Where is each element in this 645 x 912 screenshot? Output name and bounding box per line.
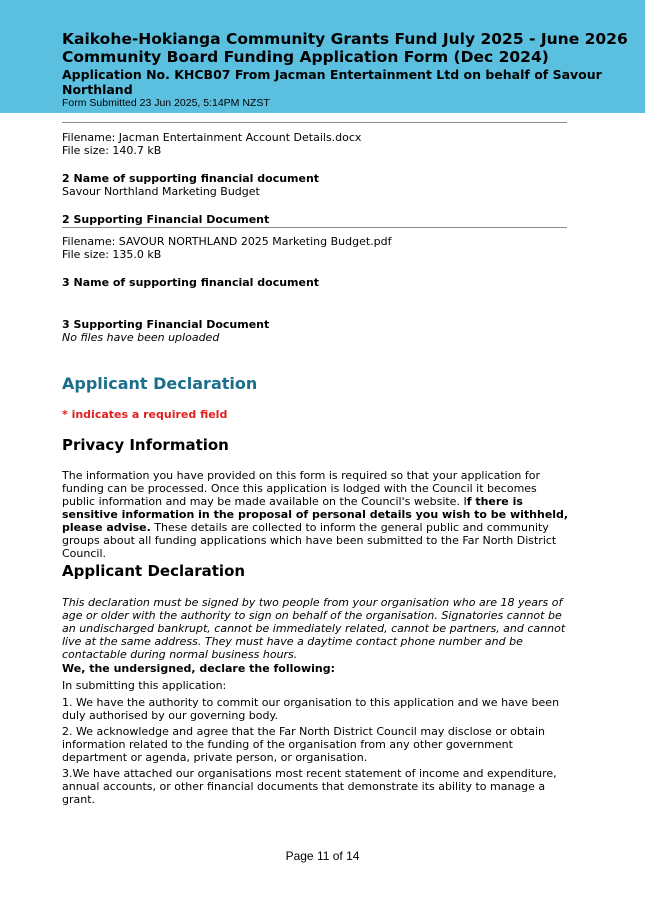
- section-title-declaration: Applicant Declaration: [62, 374, 258, 393]
- file1-size: File size: 140.7 kB: [62, 144, 162, 157]
- required-field-note: * indicates a required field: [62, 408, 228, 421]
- divider: [62, 122, 567, 123]
- application-number: Application No. KHCB07 From Jacman Entertainment Ltd on behalf of Savour Northland: [62, 67, 602, 97]
- doc3-name-label: 3 Name of supporting financial document: [62, 276, 320, 289]
- declaration-intro: This declaration must be signed by two people from your organisation who are 18 years of age or older with the authority to sign on behalf of the organisation. Signatories cannot be an undischarged bankrupt, cannot be immediately related, cannot be partners, and cannot live at the same address. They must have a daytime contact phone number and be contactable during normal business hours.: [62, 596, 566, 661]
- doc2-name-value: Savour Northland Marketing Budget: [62, 185, 260, 198]
- privacy-text: [62, 469, 570, 560]
- doc3-empty-note: No files have been uploaded: [62, 331, 220, 344]
- doc2-name-label: 2 Name of supporting financial document: [62, 172, 320, 185]
- privacy-text-end: These details are collected to inform the general public and community groups about all funding applications which have been submitted to the Far North District Council.: [62, 521, 557, 560]
- declaration-heading: Applicant Declaration: [62, 562, 246, 580]
- file1-name: Filename: Jacman Entertainment Account Details.docx: [62, 131, 362, 144]
- declaration-item-3: 3.We have attached our organisations most recent statement of income and expenditure, annual accounts, or other financial documents that demonstrate its ability to manage a grant.: [62, 767, 557, 806]
- privacy-text-bold: f there is sensitive information in the proposal of personal details you wish to be withheld, please advise.: [62, 495, 569, 534]
- form-title: Kaikohe-Hokianga Community Grants Fund July 2025 - June 2026 Community Board Funding Application Form (Dec 2024): [62, 30, 628, 66]
- declaration-item-2: 2. We acknowledge and agree that the Far North District Council may disclose or obtain information related to the funding of the organisation from any other government department or agenda, private person, or organisation.: [62, 725, 545, 764]
- file2-size: File size: 135.0 kB: [62, 248, 162, 261]
- in-submitting: In submitting this application:: [62, 679, 227, 692]
- page-number: Page 11 of 14: [285, 849, 360, 863]
- privacy-heading: Privacy Information: [62, 436, 229, 454]
- doc3-label: 3 Supporting Financial Document: [62, 318, 270, 331]
- file2-name: Filename: SAVOUR NORTHLAND 2025 Marketing Budget.pdf: [62, 235, 392, 248]
- privacy-text-start: The information you have provided on this form is required so that your application for funding can be processed. Once this application is lodged with the Council it becomes public information and may be made available on the Council's website. I: [62, 469, 541, 508]
- declaration-item-1: 1. We have the authority to commit our organisation to this application and we have been duly authorised by our governing body.: [62, 696, 560, 722]
- page-header: [0, 0, 645, 113]
- submitted-date: Form Submitted 23 Jun 2025, 5:14PM NZST: [62, 97, 270, 109]
- undersigned-statement: We, the undersigned, declare the following:: [62, 662, 335, 675]
- doc2-label: 2 Supporting Financial Document: [62, 213, 270, 226]
- divider: [62, 227, 567, 228]
